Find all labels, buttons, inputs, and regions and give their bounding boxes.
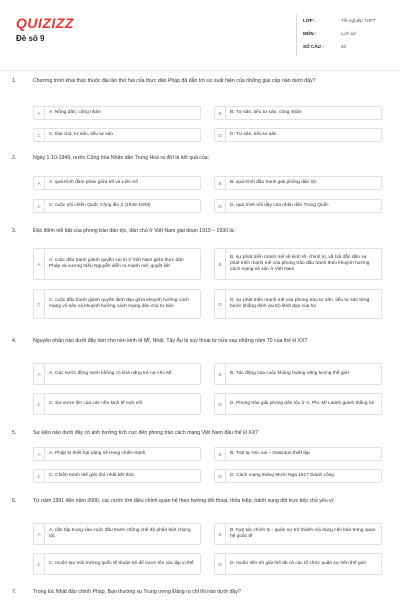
question-text: Chương trình khai thác thuộc địa lần thứ hai của thực dân Pháp đã dẫn tới sự xuất hiện của những giai cấp nào dưới đây? (33, 78, 316, 84)
option-text: C. muốn tạo môi trường quốc tế thuận lợi để vươn lên xác lập vị thế (49, 561, 194, 566)
option-c[interactable] (33, 128, 201, 142)
option-c[interactable] (33, 469, 201, 483)
option-text: A. Các nước đồng minh không có khả năng trả nợ cho Mĩ (49, 371, 172, 376)
question-number: 7. (12, 589, 17, 595)
option-b[interactable] (214, 447, 382, 461)
option-letter: A (34, 448, 45, 460)
question-text: Từ năm 1991 đến năm 2000, các nước lớn điều chỉnh quan hệ theo hướng đối thoại, thỏa hiệp, tránh xung đột trực tiếp chủ yếu vì: (33, 498, 335, 504)
option-letter: A (34, 177, 45, 189)
option-text: B. Trật tự Véc xai – Oasinton thiết lập (230, 451, 310, 456)
option-letter: B (215, 249, 226, 279)
option-text: B. Tư sản, tiểu tư sản, công nhân (230, 110, 302, 115)
question-text: Sự kiện nào dưới đây có ảnh hưởng tích cực đến phong trào cách mạng Việt Nam đầu thế kỉ XX? (33, 430, 259, 436)
question-text: Đặc điểm nổi bật của phong trào dân tộc, dân chủ ở Việt Nam giai đoạn 1919 – 1930 là: (33, 228, 236, 234)
option-d[interactable] (214, 289, 382, 319)
option-letter: A (34, 107, 45, 119)
option-text: D. Phong trào giải phóng dân tộc ở Á, Phi, Mĩ Latinh giành thắng lợi (230, 401, 375, 406)
worksheet-header (0, 0, 400, 62)
option-d[interactable] (214, 128, 382, 142)
option-a[interactable] (33, 176, 201, 190)
question-number: 3. (12, 228, 17, 234)
option-text: B. Tác động của cuộc khủng hoảng năng lượng thế giới (230, 371, 349, 376)
exam-title: Đề số 9 (16, 34, 45, 43)
info-label: MÔN : (303, 31, 317, 36)
info-value: Tốt nghiệp THPT (341, 18, 376, 23)
question-number: 4. (12, 338, 17, 344)
option-letter: C (34, 200, 45, 212)
info-value: 40 (341, 44, 347, 49)
info-value: Lịch sử (341, 31, 357, 36)
option-letter: D (215, 290, 226, 318)
option-a[interactable] (33, 523, 201, 545)
question-text: Nguyên nhân nào dưới đây làm cho nền kinh tế Mĩ, Nhật, Tây Âu bị suy thoái từ nửa sau những năm 70 của thế kỉ XX? (33, 338, 308, 344)
option-text: C. Chiến tranh thế giới thứ nhất kết thúc (49, 473, 135, 478)
option-letter: C (34, 470, 45, 482)
option-b[interactable] (214, 106, 382, 120)
option-letter: C (34, 554, 45, 574)
option-text: D. sự phát triển mạnh mẽ của phong trào tư sản, tiểu tư sản từng bước khẳng định vai trò lãnh đạo của họ (230, 298, 370, 309)
option-letter: D (215, 470, 226, 482)
option-letter: D (215, 394, 226, 414)
option-letter: C (34, 129, 45, 141)
question-number: 2. (12, 155, 17, 161)
option-text: D. Tư sản, tiểu tư sản (230, 132, 277, 137)
option-letter: B (215, 177, 226, 189)
info-row-class (297, 14, 387, 27)
option-letter: B (215, 364, 226, 384)
option-text: A. quá trình đàm phán giữa Mĩ và Liên Xô (49, 180, 139, 185)
option-text: C. Địa chủ, tư sản, tiểu tư sản (49, 132, 114, 137)
option-text: D. Cách mạng tháng Mười Nga 1917 thành công (230, 473, 334, 478)
option-b[interactable] (214, 176, 382, 190)
option-text: A. Nông dân, công nhân (49, 110, 101, 115)
info-row-subject (297, 27, 387, 40)
option-a[interactable] (33, 447, 201, 461)
option-d[interactable] (214, 469, 382, 483)
option-text: A. cuộc đấu tranh giành quyền cai trị ở Việt Nam giữa thực dân Pháp và vương triều Nguyễn diễn ra mạnh mẽ, quyết liệt (49, 258, 184, 269)
option-letter: B (215, 107, 226, 119)
option-a[interactable] (33, 363, 201, 385)
option-a[interactable] (33, 106, 201, 120)
option-text: D. muốn tiến tới giải thể tất cả các tổ chức quân sự trên thế giới (230, 561, 366, 566)
option-text: B. hợp tác chính trị - quân sự trở thành nội dung căn bản trong quan hệ quốc tế (230, 528, 376, 539)
info-label: LỚP : (303, 18, 316, 23)
question-number: 5. (12, 430, 17, 436)
option-text: A. cần tập trung vào cuộc đấu tranh chống chế độ phân biệt chủng tộc (49, 528, 191, 539)
option-letter: D (215, 129, 226, 141)
option-d[interactable] (214, 553, 382, 575)
option-d[interactable] (214, 199, 382, 213)
option-c[interactable] (33, 393, 201, 415)
header-divider (0, 70, 400, 71)
question-text: Trong lúc Nhật đảo chính Pháp, Ban thường vụ Trung ương Đảng ra chỉ thị nào dưới đây? (33, 589, 241, 595)
option-letter: D (215, 200, 226, 212)
option-a[interactable] (33, 248, 201, 280)
question-number: 1. (12, 78, 17, 84)
option-letter: B (215, 448, 226, 460)
quizizz-logo: QUIZIZZ (16, 15, 74, 31)
option-letter: C (34, 394, 45, 414)
option-text: B. sự phát triển mạnh mẽ về kinh tế, chính trị, xã hội dẫn đến sự phát triển mạnh mẽ của phong trào đấu tranh theo khuynh hướng cách mạng vô sản ở Việt Nam (230, 255, 370, 272)
info-row-count (297, 40, 387, 53)
option-b[interactable] (214, 363, 382, 385)
option-b[interactable] (214, 248, 382, 280)
option-letter: A (34, 364, 45, 384)
option-d[interactable] (214, 393, 382, 415)
option-text: D. quá trình nổi dậy của nhân dân Trung Quốc (230, 203, 329, 208)
option-c[interactable] (33, 199, 201, 213)
option-letter: B (215, 524, 226, 544)
option-letter: A (34, 524, 45, 544)
option-letter: A (34, 249, 45, 279)
info-box (296, 14, 387, 56)
question-text: Ngày 1-10-1949, nước Cộng hòa Nhân dân Trung Hoa ra đời là kết quả của: (33, 155, 210, 161)
option-text: B. quá trình đấu tranh giải phóng dân tộc (230, 180, 317, 185)
option-text: C. cuộc nội chiến Quốc Cộng lần 2 (1946-1949) (49, 203, 151, 208)
option-c[interactable] (33, 289, 201, 319)
option-text: A. Pháp bị thiệt hại nặng nề trong chiến tranh (49, 451, 146, 456)
question-number: 6. (12, 498, 17, 504)
option-b[interactable] (214, 523, 382, 545)
option-text: C. cuộc đấu tranh giành quyền lãnh đạo giữa khuynh hướng cách mạng vô sản và khuynh hướng cách mạng dân chủ tư sản (49, 298, 189, 309)
info-label: SỐ CÂU : (303, 44, 324, 49)
option-letter: D (215, 554, 226, 574)
option-c[interactable] (33, 553, 201, 575)
option-letter: C (34, 290, 45, 318)
option-text: C. Sự vươn lên của các nền kinh tế mới nổi (49, 401, 142, 406)
